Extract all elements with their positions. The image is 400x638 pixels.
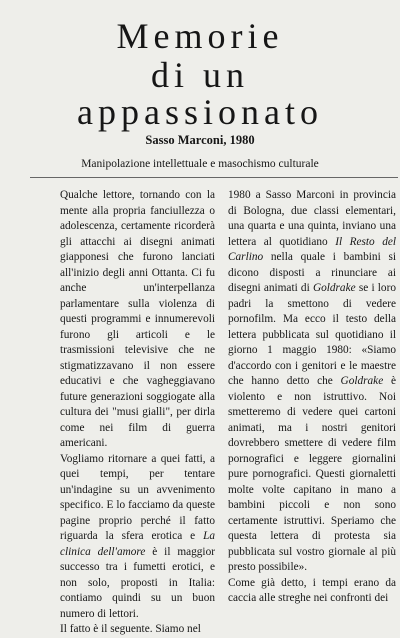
paragraph-purpose-text-a: Vogliamo ritornare a quei fatti, a quei tempi, per tentare un'indagine su un avvenimento specifico. E lo facciamo da queste pagine proprio perché il fatto riguarda la sfera erotica e: [60, 452, 215, 542]
newspaper-title: Il Resto del Carlino: [228, 235, 397, 263]
paragraph-fact: Il fatto è il seguente. Siamo nel: [60, 623, 201, 635]
article-subtitle: Sasso Marconi, 1980: [145, 133, 255, 147]
paragraph-letter-text-b: nella quale i bambini si dicono disposti a rinunciare ai disegni animati di: [228, 251, 396, 294]
paragraph-letter-text-d: è violento e non istruttivo. Noi smetteremo di vedere quei cartoni animati, ma i nostri genitori dovrebbero smettere di vedere film pornografici e leggere giornalini pure pornografici. Questi giornaletti molte volte capitano in mano a bambini piccoli e non sono certamente istruttivi. Speriamo che questa lettera di protesta sia pubblicata sul vostro giornale al più presto possibile».: [228, 375, 396, 573]
comic-title: La clinica dell'amore: [60, 530, 215, 558]
paragraph-letter: [228, 188, 396, 576]
cartoon-title-2: Goldrake: [340, 375, 384, 387]
paragraph-letter-text-a: 1980 a Sasso Marconi in provincia di Bologna, due classi elementari, una quarta e una quinta, inviano una lettera al quotidiano: [228, 189, 396, 248]
paragraph-purpose-text-b: è il maggior successo tra i fumetti erotici, e non solo, proposti in Italia: contiamo quindi su un buon numero di lettori.: [60, 545, 215, 620]
header-divider: [30, 177, 398, 178]
title-line-3: appassionato: [77, 92, 323, 132]
cartoon-title-1: Goldrake: [312, 282, 356, 294]
paragraph-purpose: [60, 452, 215, 623]
left-column: [60, 188, 215, 638]
article-tagline: Manipolazione intellettuale e masochismo culturale: [81, 158, 319, 170]
right-column: [228, 188, 396, 607]
title-line-2: di un: [150, 55, 249, 95]
paragraph-context: Come già detto, i tempi erano da caccia alle streghe nei confronti dei: [228, 576, 396, 604]
paragraph-letter-text-c: se i loro padri la smettono di vedere pornofilm. Ma ecco il testo della lettera pubblicata sul quotidiano il giorno 1 maggio 1980: «Siamo d'accordo con i genitori e le maestre che hanno detto che: [228, 282, 396, 387]
title-line-1: Memorie: [116, 16, 284, 56]
paragraph-intro: Qualche lettore, tornando con la mente alla propria fanciullezza o adolescenza, certamente ricorderà gli attacchi ai disegni animati giapponesi che furono lanciati all'inizio degli anni Ottanta. Ci fu anche un'interpellanza parlamentare sulla violenza di questi programmi e innumerevoli furono gli articoli e le trasmissioni televisive che ne stigmatizzavano il non essere educativi e che vagheggiavano future generazioni soggiogate alla cultura dei "musi gialli", per dirla come nei film di guerra americani.: [60, 189, 215, 449]
